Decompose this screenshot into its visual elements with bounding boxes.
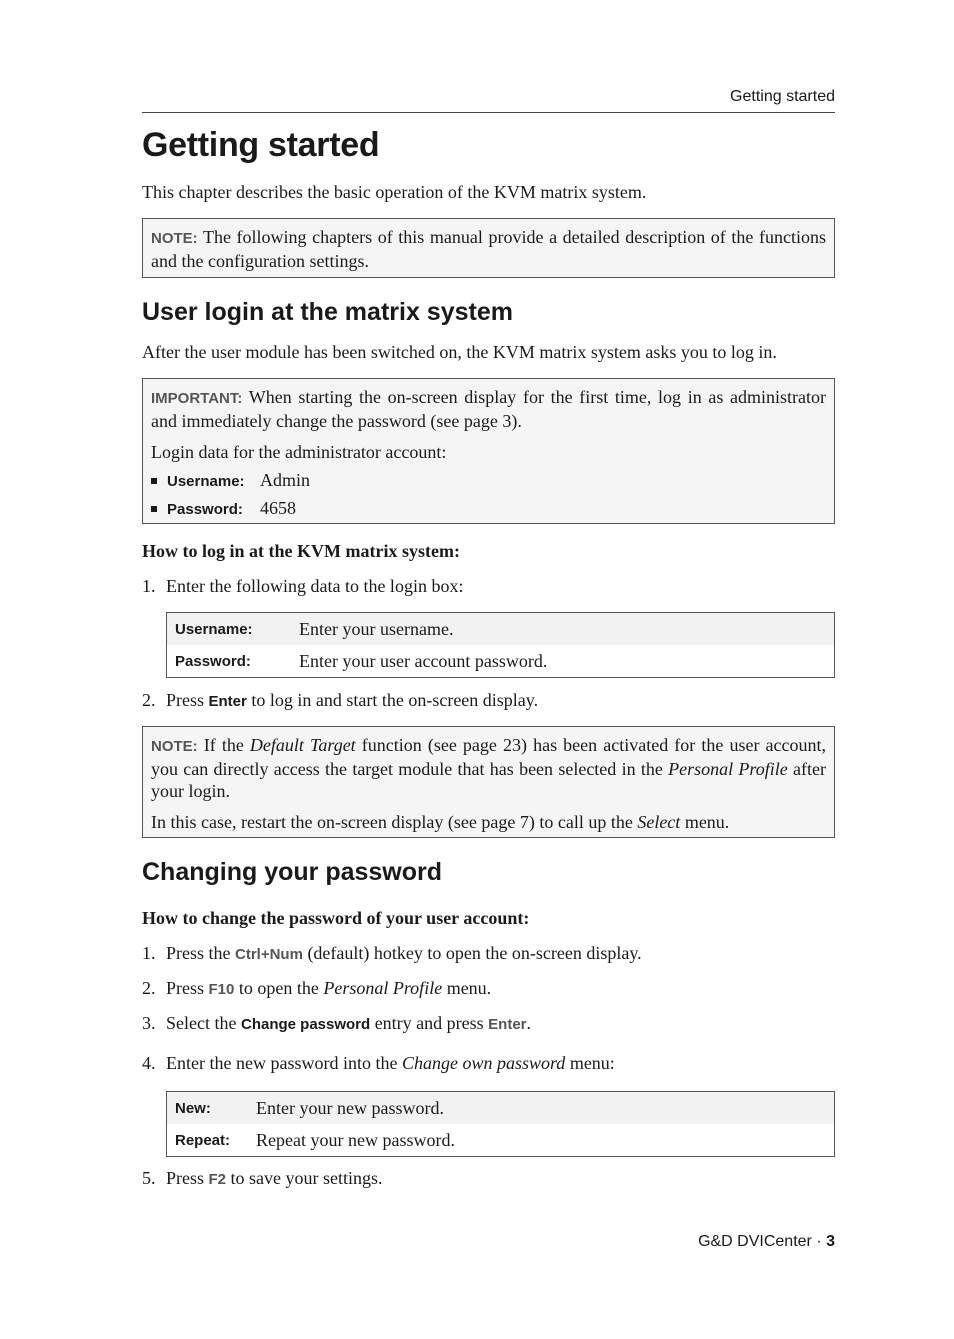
running-header: Getting started [730,88,835,105]
bullet-label: Username: [167,473,245,490]
note-box-chapters [142,218,835,278]
intro-paragraph: This chapter describes the basic operation of the KVM matrix system. [142,182,647,202]
password-step-1: 1. Press the Ctrl+Num (default) hotkey to open the on-screen display. [142,943,642,963]
login-data-table [166,612,835,678]
password-step-3: 3. Select the Change password entry and press Enter. [142,1013,531,1033]
bullet-label: Password: [167,501,243,518]
note-text: The following chapters of this manual provide a detailed description of the functions and the configuration settings. [151,227,826,271]
table-row [167,613,834,645]
page-footer [142,1233,835,1251]
menu-entry-change-password: Change password [240,1016,371,1033]
bullet-password [151,497,826,521]
important-text: When starting the on-screen display for the first time, log in as administrator and immediately change the password (see page 3). [151,387,826,431]
login-data-caption: Login data for the administrator account: [151,442,447,462]
footer-product: G&D DVICenter · [698,1233,827,1250]
important-box [142,378,835,524]
howto-login-heading: How to log in at the KVM matrix system: [142,541,460,561]
note-label: NOTE: [151,230,198,247]
bullet-square-icon [151,478,157,484]
table-row [167,1092,834,1124]
table-value: Enter your new password. [256,1097,444,1118]
login-step-2: 2. Press Enter to log in and start the on-screen display. [142,690,539,710]
table-value: Enter your username. [299,618,454,639]
table-row [167,645,834,677]
table-value: Repeat your new password. [256,1129,455,1150]
header-rule [142,112,835,113]
table-row [167,1124,834,1156]
page-number: 3 [826,1233,835,1250]
password-step-5: 5. Press F2 to save your settings. [142,1168,383,1188]
table-value: Enter your user account password. [299,650,548,671]
password-step-4: 4. Enter the new password into the Change own password menu: [142,1053,615,1073]
key-f10: F10 [208,981,235,998]
key-ctrl-num: Ctrl+Num [235,946,303,963]
key-f2: F2 [208,1171,227,1188]
bullet-value: Admin [260,470,311,490]
bullet-value: 4658 [260,498,296,518]
table-label: Username: [175,620,253,638]
note-box-default-target: NOTE: If the Default Target function (see page 23) has been activated for the user account, you can directly access the target module that has been selected in the Personal Profile after your login. In this case, restart the on-screen display (see page 7) to call up the Select menu. [142,726,835,838]
table-label: Password: [175,652,251,670]
bullet-username [151,469,826,493]
section-heading-password: Changing your password [142,858,443,886]
table-label: New: [175,1099,211,1117]
important-label: IMPORTANT: [151,390,243,407]
password-step-2: 2. Press F10 to open the Personal Profile menu. [142,978,492,998]
bullet-square-icon [151,506,157,512]
key-enter: Enter [208,693,247,710]
key-enter: Enter [488,1016,527,1033]
section-heading-login: User login at the matrix system [142,298,513,326]
login-intro: After the user module has been switched on, the KVM matrix system asks you to log in. [142,342,777,362]
note-label: NOTE: [151,738,198,755]
page-title: Getting started [142,126,380,164]
howto-password-heading: How to change the password of your user account: [142,908,530,928]
new-password-table [166,1091,835,1157]
table-label: Repeat: [175,1131,231,1149]
login-step-1: 1. Enter the following data to the login box: [142,576,464,596]
